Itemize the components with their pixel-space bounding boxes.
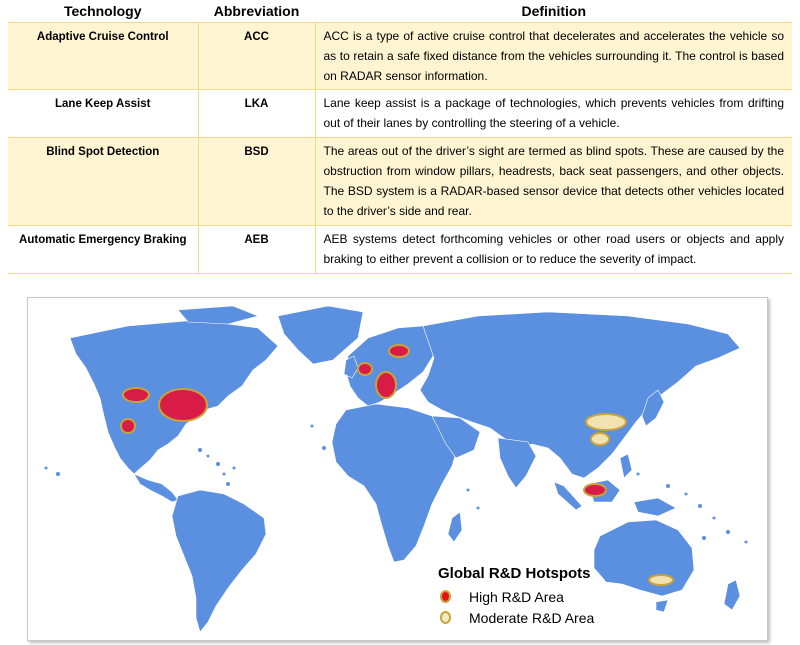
tasmania	[656, 600, 668, 612]
table-row	[8, 90, 792, 138]
sumatra	[554, 482, 582, 510]
technology-cell: Automatic Emergency Braking	[8, 226, 198, 274]
header-definition: Definition	[315, 0, 792, 23]
table-row	[8, 138, 792, 226]
central-america	[134, 474, 178, 502]
hotspot-moderate-china	[591, 433, 609, 445]
world-map-panel	[27, 297, 768, 641]
asia	[420, 312, 740, 478]
new-zealand	[724, 580, 740, 610]
table-row	[8, 23, 792, 90]
high-area-swatch-icon	[440, 590, 451, 603]
hotspot-high-us-central	[159, 389, 207, 421]
hotspot-moderate-korea	[586, 414, 626, 430]
south-america	[172, 490, 266, 632]
india	[498, 438, 536, 488]
philippines	[620, 454, 632, 478]
hotspot-high-western-europe	[358, 363, 372, 375]
hotspot-high-southeast-asia	[584, 484, 606, 496]
arctic-islands	[178, 306, 258, 324]
definition-cell: The areas out of the driver’s sight are termed as blind spots. These are caused by the obstruction from window pillars, headrests, back seat passengers, and other objects. The BSD system is a RADAR-based sensor device that detects other vehicles located to the driver’s side and rear.	[315, 138, 792, 226]
legend-label-high: High R&D Area	[469, 588, 564, 605]
definition-cell: Lane keep assist is a package of technologies, which prevents vehicles from drifting out of their lanes by controlling the steering of a vehicle.	[315, 90, 792, 138]
definition-cell: AEB systems detect forthcoming vehicles or other road users or objects and apply braking to either prevent a collision or to reduce the severity of impact.	[315, 226, 792, 274]
table-row	[8, 226, 792, 274]
technology-cell: Adaptive Cruise Control	[8, 23, 198, 90]
legend-item-moderate	[438, 607, 594, 628]
legend-label-moderate: Moderate R&D Area	[469, 609, 595, 626]
map-legend	[438, 565, 594, 628]
legend-title: Global R&D Hotspots	[438, 565, 591, 582]
hotspot-high-scandinavia	[389, 345, 409, 357]
world-map	[28, 298, 767, 640]
legend-item-high	[438, 586, 594, 607]
definition-cell: ACC is a type of active cruise control that decelerates and accelerates the vehicle so as to retain a safe fixed distance from the vehicles surrounding it. The control is based on RADAR sensor information.	[315, 23, 792, 90]
madagascar	[448, 512, 462, 542]
moderate-area-swatch-icon	[440, 611, 451, 624]
header-technology: Technology	[8, 0, 198, 23]
abbreviation-cell: BSD	[198, 138, 315, 226]
technology-cell: Blind Spot Detection	[8, 138, 198, 226]
abbreviation-cell: LKA	[198, 90, 315, 138]
hotspot-moderate-australia	[649, 575, 673, 585]
abbreviation-cell: ACC	[198, 23, 315, 90]
australia	[594, 520, 694, 596]
hotspot-high-central-europe	[376, 372, 396, 398]
abbreviation-cell: AEB	[198, 226, 315, 274]
header-abbreviation: Abbreviation	[198, 0, 315, 23]
hotspot-high-mexico	[121, 419, 135, 433]
technology-cell: Lane Keep Assist	[8, 90, 198, 138]
adas-technology-table	[8, 0, 792, 274]
new-guinea	[634, 498, 676, 516]
table-header-row	[8, 0, 792, 23]
hotspot-high-us-west	[123, 388, 149, 402]
